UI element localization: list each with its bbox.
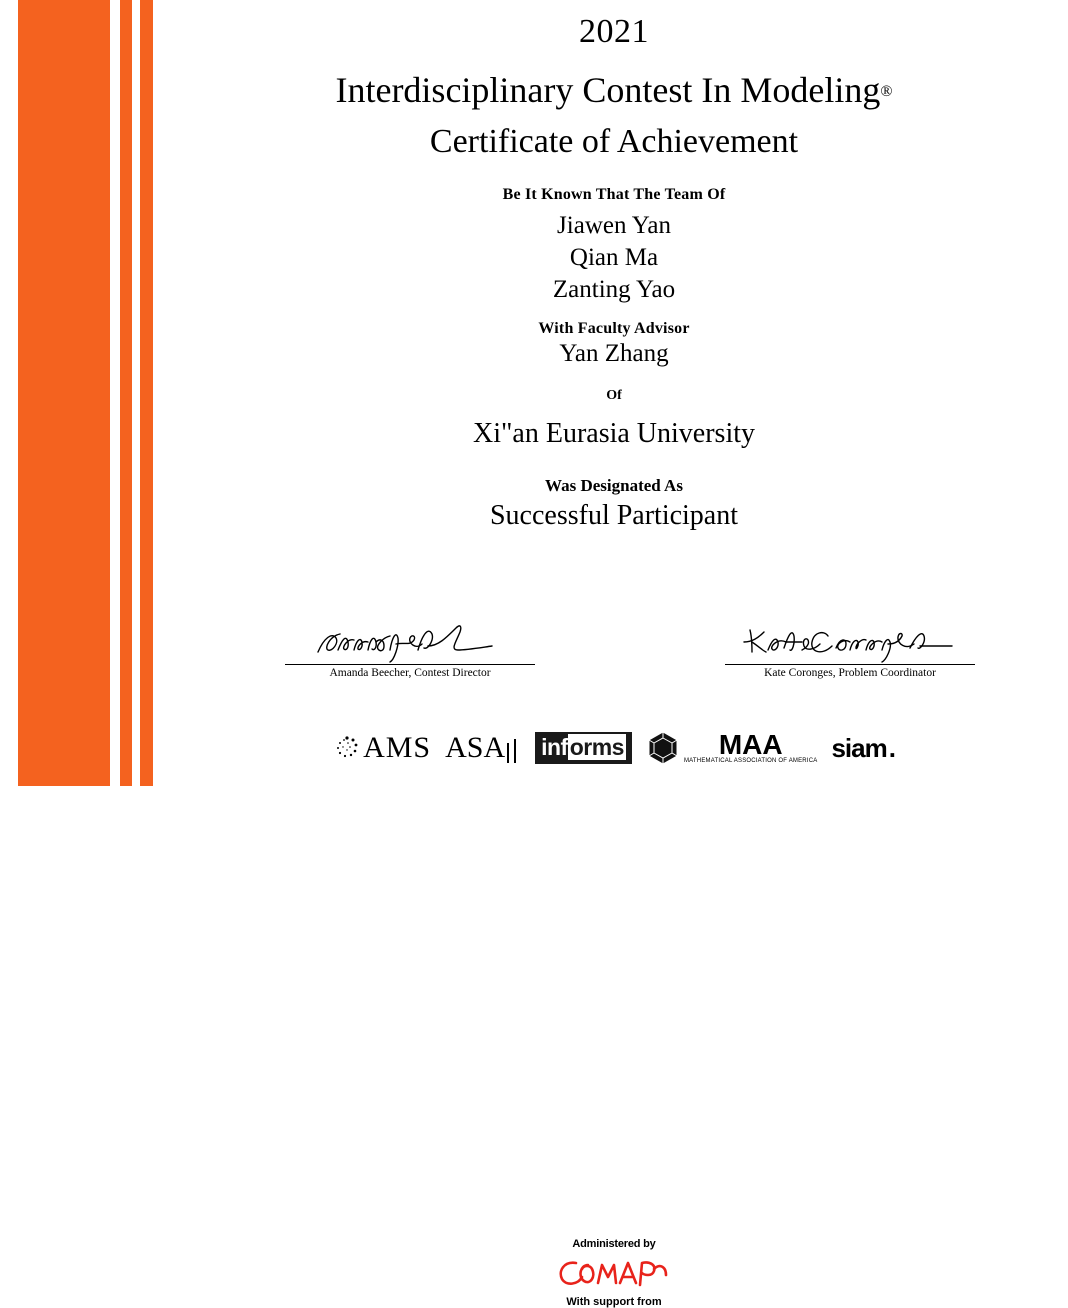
certificate-year: 2021 xyxy=(579,13,649,50)
of-label: Of xyxy=(606,388,622,404)
faculty-advisor-label: With Faculty Advisor xyxy=(538,320,690,338)
informs-label-part2: orms xyxy=(569,734,624,760)
decorative-orange-bars xyxy=(0,0,160,786)
signature-block-right xyxy=(700,620,1000,679)
ams-swirl-icon xyxy=(333,734,361,762)
designation-award: Successful Participant xyxy=(489,500,739,532)
signature-caption-left: Amanda Beecher, Contest Director xyxy=(285,664,535,679)
institution-name: Xi"an Eurasia University xyxy=(472,418,756,450)
with-support-from-label: With support from xyxy=(566,1296,662,1308)
certificate-body xyxy=(160,0,1068,1308)
signature-caption-right: Kate Coronges, Problem Coordinator xyxy=(725,664,975,679)
orange-bar-thin xyxy=(140,0,153,786)
registered-trademark-icon: ® xyxy=(880,82,893,100)
sponsor-logo-asa xyxy=(445,731,521,765)
maa-sublabel: MATHEMATICAL ASSOCIATION OF AMERICA xyxy=(683,757,818,764)
team-member-1: Jiawen Yan xyxy=(557,212,671,240)
orange-bar-medium xyxy=(120,0,132,786)
team-member-list xyxy=(160,210,1068,306)
siam-label: siam xyxy=(831,732,887,763)
asa-mark-icon xyxy=(505,737,521,765)
signature-block-left xyxy=(260,620,560,679)
siam-dot: . xyxy=(888,732,895,763)
administered-by-label: Administered by xyxy=(572,1238,656,1250)
team-intro-label: Be It Known That The Team Of xyxy=(502,186,726,204)
ams-label: AMS xyxy=(363,731,432,764)
certificate-of-achievement: Certificate of Achievement xyxy=(429,123,799,161)
maa-icosahedron-icon xyxy=(646,730,680,766)
comap-logo-icon xyxy=(514,1253,714,1293)
maa-label: MAA xyxy=(718,729,783,761)
signature-amanda-beecher-icon xyxy=(260,620,560,664)
administered-by-block xyxy=(514,1238,714,1308)
sponsor-logo-row xyxy=(160,718,1068,778)
designation-label: Was Designated As xyxy=(545,476,683,496)
informs-label-part1: inf xyxy=(541,734,568,760)
sponsor-logo-siam xyxy=(831,733,895,764)
contest-title-text: Interdisciplinary Contest In Modeling xyxy=(335,69,881,110)
sponsor-logo-ams xyxy=(333,731,431,765)
faculty-advisor-name: Yan Zhang xyxy=(559,340,669,368)
team-member-2: Qian Ma xyxy=(569,244,659,272)
signature-kate-coronges-icon xyxy=(700,620,1000,664)
orange-bar-wide xyxy=(18,0,110,786)
asa-label: ASA xyxy=(445,731,506,764)
contest-title xyxy=(160,66,1068,115)
sponsor-logo-informs xyxy=(535,732,632,764)
team-member-3: Zanting Yao xyxy=(552,276,676,304)
sponsor-logo-maa xyxy=(646,730,817,766)
